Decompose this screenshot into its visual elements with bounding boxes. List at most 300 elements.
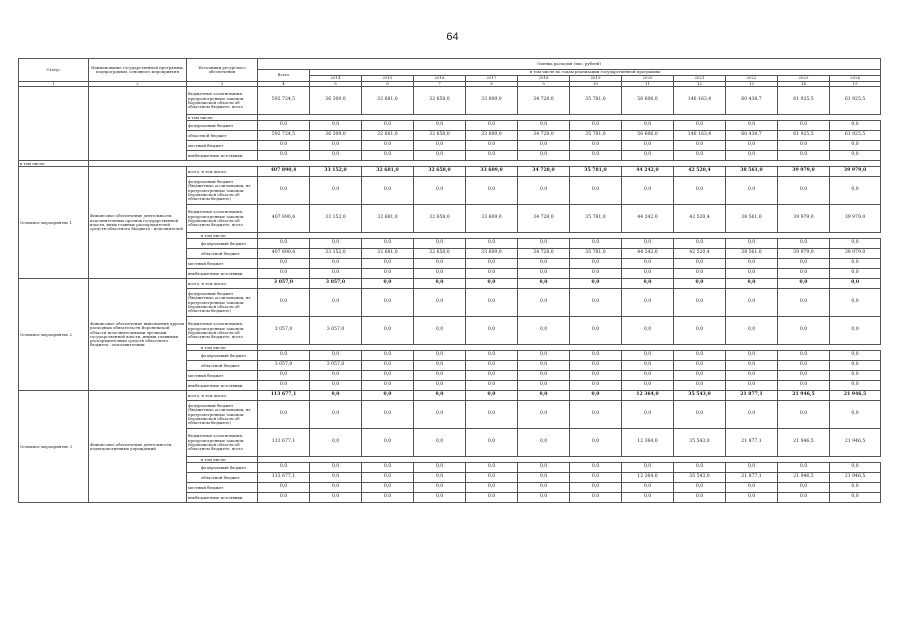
- value-cell: 0,0: [674, 371, 726, 381]
- value-cell: 0,0: [466, 401, 518, 429]
- header-year: 2023: [778, 76, 830, 82]
- value-cell: 32 658,0: [414, 87, 466, 115]
- source-label: внебюджетные источники: [187, 381, 258, 391]
- value-cell: 407 890,4: [258, 205, 310, 233]
- value-cell: 0,0: [466, 483, 518, 493]
- value-cell: 3 057,0: [258, 279, 310, 289]
- column-number: 15: [830, 82, 881, 87]
- value-cell: 0,0: [466, 269, 518, 279]
- table-row: [19, 391, 881, 401]
- value-cell: 38 561,0: [726, 249, 778, 259]
- value-cell: 61 925,5: [830, 131, 881, 141]
- header-year: 2019: [570, 76, 622, 82]
- value-cell: 0,0: [362, 239, 414, 249]
- source-label: областной бюджет: [187, 361, 258, 371]
- value-cell: 113 677,1: [258, 391, 310, 401]
- value-cell: 0,0: [778, 177, 830, 205]
- value-cell: 0,0: [362, 151, 414, 161]
- budget-table: [18, 58, 881, 503]
- header-by-year: в том числе по годам реализации государственной программы: [310, 70, 881, 76]
- value-cell: 0,0: [570, 279, 622, 289]
- column-number: 10: [570, 82, 622, 87]
- value-cell: 407 890,4: [258, 167, 310, 177]
- value-cell: 0,0: [258, 401, 310, 429]
- value-cell: 0,0: [518, 493, 570, 503]
- value-cell: 35 781,0: [570, 205, 622, 233]
- header-year: 2014: [310, 76, 362, 82]
- value-cell: 33 152,0: [310, 167, 362, 177]
- source-label: всего, в том числе:: [187, 279, 258, 289]
- source-label: в том числе:: [187, 233, 258, 239]
- value-cell: 0,0: [570, 121, 622, 131]
- source-label: бюджетные ассигнования, предусмотренные законом Воронежской области об областном бюджете, всего: [187, 205, 258, 233]
- value-cell: 0,0: [466, 391, 518, 401]
- in-that-number-label: в том числе:: [19, 161, 89, 167]
- value-cell: 35 781,0: [570, 131, 622, 141]
- value-cell: 0,0: [570, 361, 622, 371]
- source-label: областной бюджет: [187, 131, 258, 141]
- value-cell: 0,0: [830, 493, 881, 503]
- source-label: всего, в том числе:: [187, 167, 258, 177]
- value-cell: 0,0: [310, 391, 362, 401]
- value-cell: 21 877,1: [726, 473, 778, 483]
- value-cell: 0,0: [466, 429, 518, 457]
- value-cell: 0,0: [726, 401, 778, 429]
- value-cell: 0,0: [778, 121, 830, 131]
- value-cell: 0,0: [778, 493, 830, 503]
- value-cell: 33 609,0: [466, 131, 518, 141]
- value-cell: 0,0: [518, 279, 570, 289]
- value-cell: 0,0: [258, 381, 310, 391]
- header-year: 2024: [830, 76, 881, 82]
- value-cell: 21 946,5: [778, 391, 830, 401]
- value-cell: 34 728,0: [518, 167, 570, 177]
- value-cell: 0,0: [310, 259, 362, 269]
- value-cell: 0,0: [674, 151, 726, 161]
- value-cell: 0,0: [414, 141, 466, 151]
- header-year: 2022: [726, 76, 778, 82]
- budget-table-body: [19, 59, 881, 503]
- value-cell: 0,0: [830, 177, 881, 205]
- value-cell: 38 561,0: [726, 205, 778, 233]
- value-cell: 60 438,7: [726, 131, 778, 141]
- value-cell: 35 781,0: [570, 167, 622, 177]
- value-cell: 60 438,7: [726, 87, 778, 115]
- value-cell: 35 781,0: [570, 87, 622, 115]
- value-cell: 0,0: [830, 259, 881, 269]
- value-cell: 0,0: [414, 177, 466, 205]
- value-cell: 0,0: [570, 483, 622, 493]
- value-cell: 0,0: [726, 141, 778, 151]
- value-cell: 0,0: [778, 239, 830, 249]
- value-cell: 0,0: [622, 141, 674, 151]
- value-cell: 36 309,0: [310, 131, 362, 141]
- value-cell: 0,0: [778, 361, 830, 371]
- value-cell: 0,0: [362, 381, 414, 391]
- value-cell: 0,0: [778, 141, 830, 151]
- value-cell: 0,0: [622, 177, 674, 205]
- activity-status: Основное мероприятие 1: [19, 167, 89, 279]
- table-row: [19, 167, 881, 177]
- value-cell: 3 057,0: [310, 317, 362, 345]
- value-cell: 32 658,0: [414, 167, 466, 177]
- value-cell: 0,0: [258, 141, 310, 151]
- column-number: 4: [258, 82, 310, 87]
- value-cell: 0,0: [362, 401, 414, 429]
- value-cell: 32 658,0: [414, 205, 466, 233]
- value-cell: 0,0: [310, 351, 362, 361]
- value-cell: 0,0: [466, 371, 518, 381]
- value-cell: 0,0: [310, 493, 362, 503]
- value-cell: 0,0: [830, 289, 881, 317]
- header-status: Статус: [19, 59, 89, 82]
- value-cell: 0,0: [518, 259, 570, 269]
- value-cell: 0,0: [310, 151, 362, 161]
- value-cell: 0,0: [518, 289, 570, 317]
- value-cell: 0,0: [726, 177, 778, 205]
- value-cell: 0,0: [674, 259, 726, 269]
- value-cell: 44 242,0: [622, 249, 674, 259]
- value-cell: 39 979,0: [778, 249, 830, 259]
- header-expenses: Оценка расходов (тыс. рублей): [258, 59, 881, 70]
- value-cell: 0,0: [830, 239, 881, 249]
- value-cell: 0,0: [414, 493, 466, 503]
- value-cell: 0,0: [466, 493, 518, 503]
- value-cell: 32 681,0: [362, 87, 414, 115]
- value-cell: 0,0: [830, 361, 881, 371]
- value-cell: 39 979,0: [778, 167, 830, 177]
- source-label: местный бюджет: [187, 483, 258, 493]
- source-label: областной бюджет: [187, 473, 258, 483]
- value-cell: 21 946,5: [830, 429, 881, 457]
- value-cell: 0,0: [466, 381, 518, 391]
- value-cell: 34 728,0: [518, 249, 570, 259]
- value-cell: 0,0: [778, 259, 830, 269]
- value-cell: 0,0: [674, 269, 726, 279]
- column-number: 1: [19, 82, 89, 87]
- value-cell: 12 364,0: [622, 391, 674, 401]
- value-cell: 0,0: [258, 177, 310, 205]
- value-cell: 0,0: [414, 289, 466, 317]
- value-cell: 0,0: [674, 381, 726, 391]
- value-cell: 146 163,4: [674, 87, 726, 115]
- source-label: внебюджетные источники: [187, 269, 258, 279]
- value-cell: 34 728,0: [518, 87, 570, 115]
- value-cell: 0,0: [570, 317, 622, 345]
- value-cell: 32 681,0: [362, 249, 414, 259]
- source-label: федеральный бюджет: [187, 121, 258, 131]
- value-cell: 0,0: [466, 239, 518, 249]
- value-cell: 0,0: [310, 239, 362, 249]
- value-cell: 0,0: [622, 259, 674, 269]
- value-cell: 0,0: [414, 351, 466, 361]
- header-row: [19, 59, 881, 70]
- value-cell: 0,0: [726, 269, 778, 279]
- value-cell: 0,0: [674, 351, 726, 361]
- value-cell: 0,0: [258, 289, 310, 317]
- value-cell: 21 877,1: [726, 391, 778, 401]
- source-label: местный бюджет: [187, 371, 258, 381]
- header-name: Наименование государственной программы, подпрограммы, основного мероприятия: [89, 59, 187, 82]
- value-cell: 0,0: [778, 381, 830, 391]
- value-cell: 0,0: [778, 483, 830, 493]
- value-cell: 0,0: [726, 371, 778, 381]
- value-cell: 0,0: [674, 493, 726, 503]
- value-cell: 113 677,1: [258, 429, 310, 457]
- value-cell: 0,0: [570, 151, 622, 161]
- value-cell: 0,0: [518, 317, 570, 345]
- value-cell: 0,0: [362, 259, 414, 269]
- value-cell: 0,0: [414, 259, 466, 269]
- value-cell: 21 946,5: [830, 391, 881, 401]
- value-cell: 0,0: [570, 381, 622, 391]
- column-number: 3: [187, 82, 258, 87]
- value-cell: 0,0: [414, 121, 466, 131]
- value-cell: 39 979,0: [830, 205, 881, 233]
- value-cell: 0,0: [622, 239, 674, 249]
- value-cell: 0,0: [622, 463, 674, 473]
- value-cell: 0,0: [414, 317, 466, 345]
- value-cell: 44 242,0: [622, 205, 674, 233]
- value-cell: 0,0: [414, 371, 466, 381]
- value-cell: 0,0: [362, 351, 414, 361]
- source-label: в том числе:: [187, 345, 258, 351]
- value-cell: 0,0: [622, 269, 674, 279]
- value-cell: 0,0: [518, 401, 570, 429]
- header-year: 2021: [674, 76, 726, 82]
- source-label: областной бюджет: [187, 249, 258, 259]
- value-cell: 0,0: [310, 429, 362, 457]
- value-cell: 33 152,0: [310, 249, 362, 259]
- value-cell: 0,0: [466, 289, 518, 317]
- value-cell: 0,0: [414, 151, 466, 161]
- source-label: федеральный бюджет (бюджетные ассигнования, не предусмотренные законом Воронежской области об областном бюджете): [187, 177, 258, 205]
- value-cell: 0,0: [362, 279, 414, 289]
- value-cell: 592 724,5: [258, 131, 310, 141]
- value-cell: 3 057,0: [310, 361, 362, 371]
- value-cell: 0,0: [830, 381, 881, 391]
- value-cell: 0,0: [362, 483, 414, 493]
- value-cell: 0,0: [830, 141, 881, 151]
- value-cell: 0,0: [362, 289, 414, 317]
- value-cell: 0,0: [570, 351, 622, 361]
- value-cell: 0,0: [674, 289, 726, 317]
- value-cell: 0,0: [830, 351, 881, 361]
- value-cell: 0,0: [414, 401, 466, 429]
- value-cell: 0,0: [726, 121, 778, 131]
- value-cell: 0,0: [310, 121, 362, 131]
- value-cell: 0,0: [310, 141, 362, 151]
- value-cell: 146 163,4: [674, 131, 726, 141]
- column-number: 9: [518, 82, 570, 87]
- value-cell: 0,0: [466, 361, 518, 371]
- value-cell: 0,0: [518, 151, 570, 161]
- value-cell: 33 609,0: [466, 87, 518, 115]
- value-cell: 407 890,4: [258, 249, 310, 259]
- value-cell: 0,0: [258, 121, 310, 131]
- value-cell: 0,0: [726, 289, 778, 317]
- header-total: Всего: [258, 70, 310, 82]
- value-cell: 0,0: [622, 361, 674, 371]
- header-year: 2017: [466, 76, 518, 82]
- source-label: бюджетные ассигнования, предусмотренные законом Воронежской области об областном бюджете, всего: [187, 317, 258, 345]
- activity-name: Финансовое обеспечение деятельности подведомственных учреждений: [89, 391, 187, 503]
- value-cell: 0,0: [414, 239, 466, 249]
- value-cell: 0,0: [310, 473, 362, 483]
- value-cell: 0,0: [726, 151, 778, 161]
- value-cell: 0,0: [726, 351, 778, 361]
- header-source: Источники ресурсного обеспечения: [187, 59, 258, 82]
- value-cell: 0,0: [310, 483, 362, 493]
- value-cell: 0,0: [622, 151, 674, 161]
- value-cell: 0,0: [518, 391, 570, 401]
- value-cell: 0,0: [518, 141, 570, 151]
- value-cell: 34 728,0: [518, 131, 570, 141]
- value-cell: 42 520,4: [674, 205, 726, 233]
- value-cell: 0,0: [778, 279, 830, 289]
- value-cell: 0,0: [362, 391, 414, 401]
- value-cell: 0,0: [362, 361, 414, 371]
- value-cell: 0,0: [674, 177, 726, 205]
- value-cell: 21 946,5: [778, 473, 830, 483]
- value-cell: 33 152,0: [310, 205, 362, 233]
- value-cell: 32 681,0: [362, 205, 414, 233]
- value-cell: 0,0: [518, 483, 570, 493]
- value-cell: 0,0: [778, 351, 830, 361]
- value-cell: 32 658,0: [414, 249, 466, 259]
- source-label: в том числе:: [187, 115, 258, 121]
- value-cell: 0,0: [518, 429, 570, 457]
- status-cell: [19, 87, 89, 161]
- value-cell: 0,0: [570, 493, 622, 503]
- value-cell: 0,0: [778, 401, 830, 429]
- value-cell: 0,0: [570, 473, 622, 483]
- value-cell: 0,0: [726, 259, 778, 269]
- value-cell: 35 543,0: [674, 473, 726, 483]
- value-cell: 0,0: [674, 463, 726, 473]
- value-cell: 0,0: [622, 351, 674, 361]
- value-cell: 21 877,1: [726, 429, 778, 457]
- column-number: 11: [622, 82, 674, 87]
- value-cell: 0,0: [570, 391, 622, 401]
- value-cell: 42 520,4: [674, 249, 726, 259]
- value-cell: 592 724,5: [258, 87, 310, 115]
- value-cell: 0,0: [830, 121, 881, 131]
- value-cell: 0,0: [622, 483, 674, 493]
- value-cell: 0,0: [622, 121, 674, 131]
- value-cell: 0,0: [674, 141, 726, 151]
- value-cell: 0,0: [466, 151, 518, 161]
- value-cell: 33 609,0: [466, 167, 518, 177]
- source-label: всего, в том числе:: [187, 391, 258, 401]
- value-cell: 0,0: [310, 401, 362, 429]
- value-cell: 56 606,0: [622, 87, 674, 115]
- activity-status: Основное мероприятие 2: [19, 279, 89, 391]
- activity-name: Финансовое обеспечение деятельности исполнительных органов государственной власти, иных главных распорядителей средств областного бюджета - исполнителей: [89, 167, 187, 279]
- value-cell: 0,0: [674, 121, 726, 131]
- value-cell: 0,0: [258, 351, 310, 361]
- value-cell: 0,0: [362, 473, 414, 483]
- value-cell: 44 242,0: [622, 167, 674, 177]
- value-cell: 0,0: [674, 279, 726, 289]
- value-cell: 61 925,5: [778, 131, 830, 141]
- value-cell: 0,0: [362, 429, 414, 457]
- value-cell: 0,0: [362, 269, 414, 279]
- value-cell: 0,0: [310, 381, 362, 391]
- value-cell: 0,0: [518, 351, 570, 361]
- value-cell: 0,0: [518, 177, 570, 205]
- value-cell: 0,0: [362, 121, 414, 131]
- value-cell: 0,0: [518, 381, 570, 391]
- value-cell: 0,0: [362, 463, 414, 473]
- value-cell: 3 057,0: [258, 361, 310, 371]
- column-number: 7: [414, 82, 466, 87]
- value-cell: 0,0: [414, 429, 466, 457]
- value-cell: 0,0: [726, 317, 778, 345]
- value-cell: 0,0: [414, 391, 466, 401]
- value-cell: 0,0: [570, 429, 622, 457]
- value-cell: 0,0: [258, 259, 310, 269]
- value-cell: 0,0: [570, 239, 622, 249]
- value-cell: 39 979,0: [778, 205, 830, 233]
- value-cell: 0,0: [674, 239, 726, 249]
- value-cell: 0,0: [830, 401, 881, 429]
- value-cell: 0,0: [414, 381, 466, 391]
- value-cell: 33 609,0: [466, 249, 518, 259]
- value-cell: 0,0: [518, 361, 570, 371]
- value-cell: 0,0: [466, 463, 518, 473]
- value-cell: 0,0: [570, 463, 622, 473]
- value-cell: 0,0: [518, 239, 570, 249]
- header-year: 2016: [414, 76, 466, 82]
- header-year: 2020: [622, 76, 674, 82]
- value-cell: 0,0: [414, 483, 466, 493]
- value-cell: 0,0: [778, 371, 830, 381]
- value-cell: 0,0: [362, 141, 414, 151]
- value-cell: 0,0: [362, 177, 414, 205]
- value-cell: 0,0: [258, 239, 310, 249]
- value-cell: 0,0: [674, 483, 726, 493]
- column-number: 6: [362, 82, 414, 87]
- value-cell: 0,0: [310, 463, 362, 473]
- value-cell: 0,0: [674, 401, 726, 429]
- column-number: 8: [466, 82, 518, 87]
- value-cell: 0,0: [726, 463, 778, 473]
- value-cell: 0,0: [414, 473, 466, 483]
- column-number: 13: [726, 82, 778, 87]
- name-cell: [89, 87, 187, 161]
- value-cell: 35 781,0: [570, 249, 622, 259]
- value-cell: 0,0: [518, 269, 570, 279]
- value-cell: 0,0: [466, 141, 518, 151]
- value-cell: 0,0: [258, 483, 310, 493]
- value-cell: 21 946,5: [778, 429, 830, 457]
- source-label: федеральный бюджет: [187, 463, 258, 473]
- source-label: местный бюджет: [187, 259, 258, 269]
- page-number: 64: [446, 31, 459, 43]
- value-cell: 0,0: [726, 483, 778, 493]
- value-cell: 0,0: [466, 121, 518, 131]
- value-cell: 3 057,0: [310, 279, 362, 289]
- source-label: внебюджетные источники: [187, 493, 258, 503]
- value-cell: 0,0: [726, 493, 778, 503]
- source-label: бюджетные ассигнования, предусмотренные законом Воронежской области об областном бюджете, всего: [187, 87, 258, 115]
- value-cell: 36 309,0: [310, 87, 362, 115]
- source-label: внебюджетные источники: [187, 151, 258, 161]
- value-cell: 0,0: [830, 463, 881, 473]
- value-cell: 0,0: [778, 289, 830, 317]
- value-cell: 0,0: [570, 177, 622, 205]
